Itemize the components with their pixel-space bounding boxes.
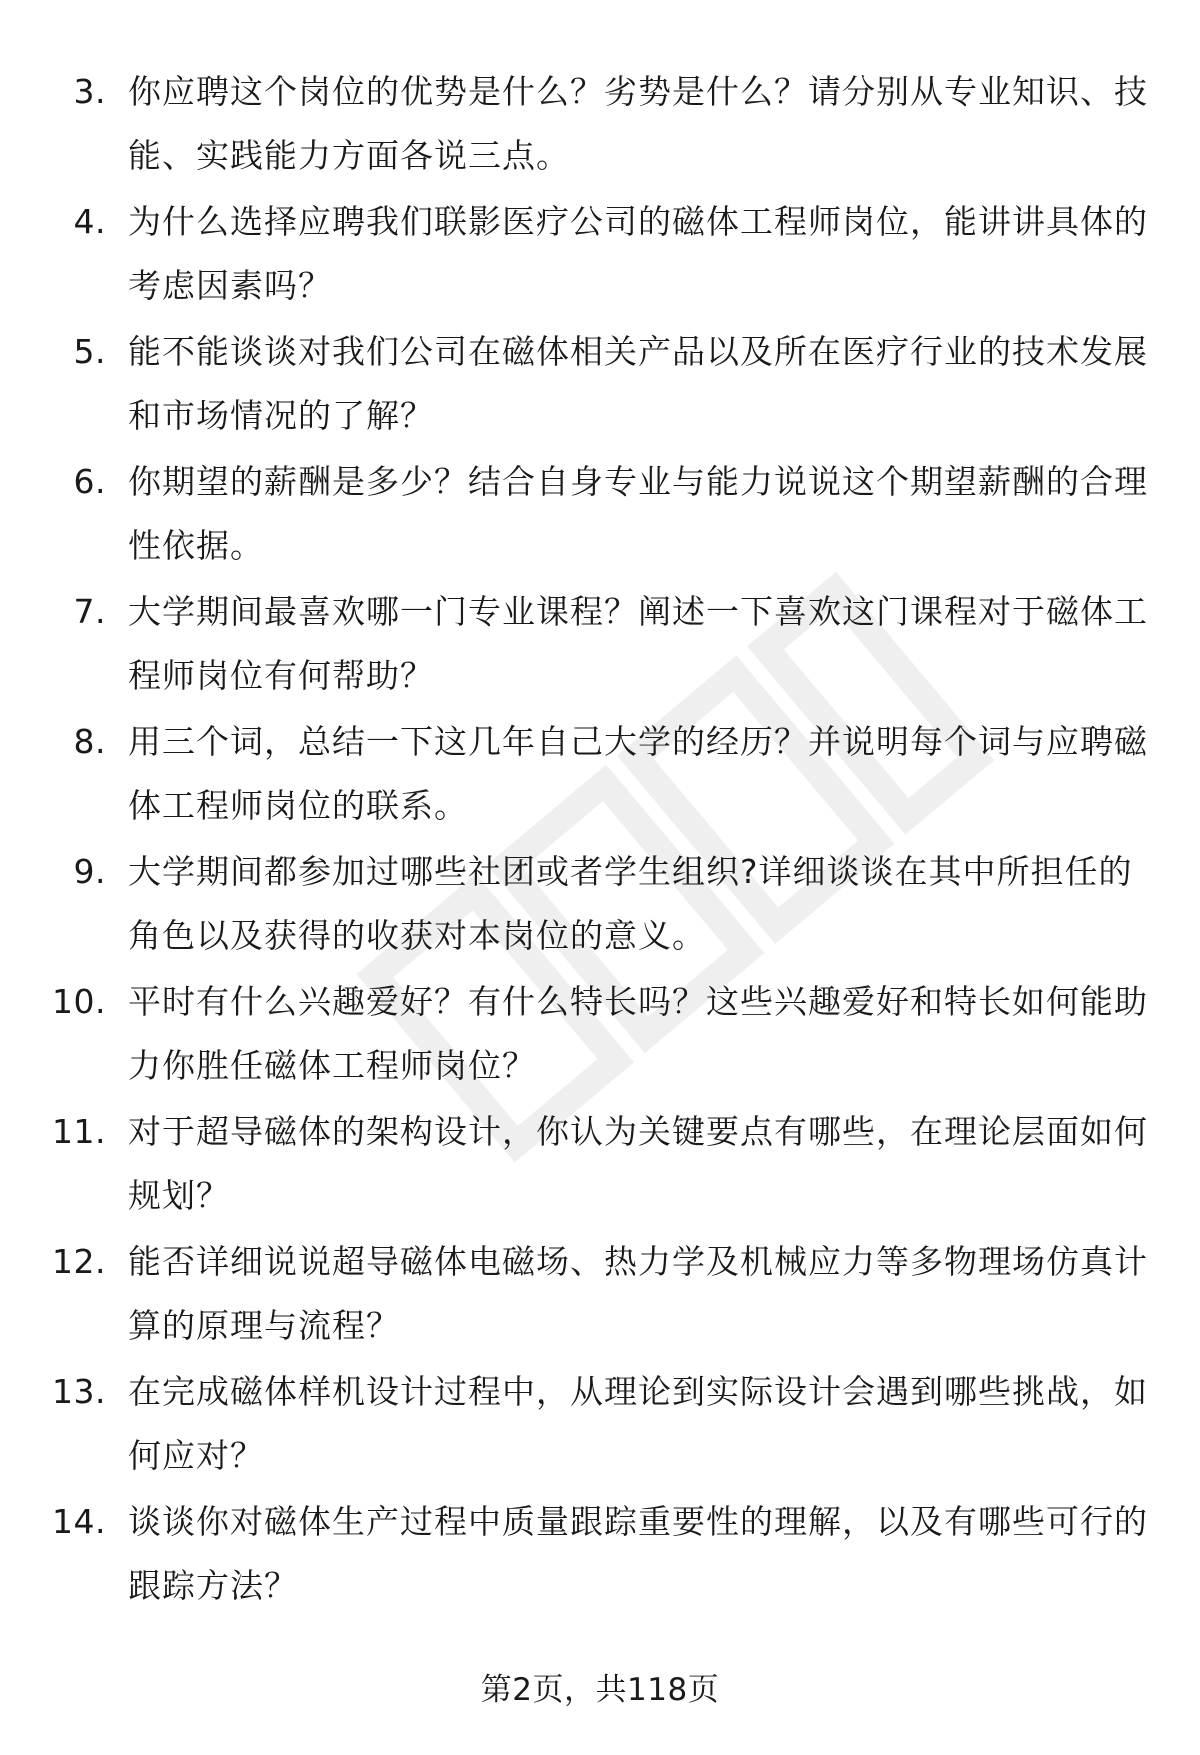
question-number: 4. — [73, 202, 106, 241]
question-item — [0, 840, 1200, 970]
question-text: 为什么选择应聘我们联影医疗公司的磁体工程师岗位，能讲讲具体的考虑因素吗？ — [128, 202, 1148, 305]
question-item — [0, 580, 1200, 710]
question-text: 谈谈你对磁体生产过程中质量跟踪重要性的理解，以及有哪些可行的跟踪方法？ — [128, 1502, 1148, 1605]
question-text: 在完成磁体样机设计过程中，从理论到实际设计会遇到哪些挑战，如何应对？ — [128, 1372, 1148, 1475]
page-footer: 第2页，共118页 — [480, 1672, 720, 1708]
question-item — [0, 450, 1200, 580]
question-item — [0, 1490, 1200, 1620]
question-text: 你期望的薪酬是多少？结合自身专业与能力说说这个期望薪酬的合理性依据。 — [128, 462, 1148, 565]
question-item — [0, 710, 1200, 840]
question-text: 能否详细说说超导磁体电磁场、热力学及机械应力等多物理场仿真计算的原理与流程？ — [128, 1242, 1148, 1345]
question-number: 6. — [73, 462, 106, 501]
question-item — [0, 1100, 1200, 1230]
question-text: 大学期间最喜欢哪一门专业课程？阐述一下喜欢这门课程对于磁体工程师岗位有何帮助？ — [128, 592, 1148, 695]
question-text: 大学期间都参加过哪些社团或者学生组织?详细谈谈在其中所担任的角色以及获得的收获对本岗位的意义。 — [128, 852, 1133, 955]
question-number: 5. — [73, 332, 106, 371]
question-number: 9. — [73, 852, 106, 891]
question-item — [0, 190, 1200, 320]
question-item — [0, 320, 1200, 450]
question-text: 平时有什么兴趣爱好？有什么特长吗？这些兴趣爱好和特长如何能助力你胜任磁体工程师岗位？ — [128, 982, 1148, 1085]
question-item — [0, 1230, 1200, 1360]
question-number: 14. — [52, 1502, 106, 1541]
question-item — [0, 970, 1200, 1100]
question-number: 7. — [73, 592, 106, 631]
question-number: 3. — [73, 72, 106, 111]
question-text: 对于超导磁体的架构设计，你认为关键要点有哪些，在理论层面如何规划？ — [128, 1112, 1148, 1215]
question-text: 能不能谈谈对我们公司在磁体相关产品以及所在医疗行业的技术发展和市场情况的了解？ — [128, 332, 1148, 435]
question-number: 12. — [52, 1242, 106, 1281]
question-number: 13. — [52, 1372, 106, 1411]
question-number: 11. — [52, 1112, 106, 1151]
question-item — [0, 60, 1200, 190]
question-text: 你应聘这个岗位的优势是什么？劣势是什么？请分别从专业知识、技能、实践能力方面各说三点。 — [128, 72, 1148, 175]
question-item — [0, 1360, 1200, 1490]
question-number: 10. — [52, 982, 106, 1021]
question-list — [0, 60, 1200, 1620]
question-number: 8. — [73, 722, 106, 761]
question-text: 用三个词，总结一下这几年自己大学的经历？并说明每个词与应聘磁体工程师岗位的联系。 — [128, 722, 1148, 825]
